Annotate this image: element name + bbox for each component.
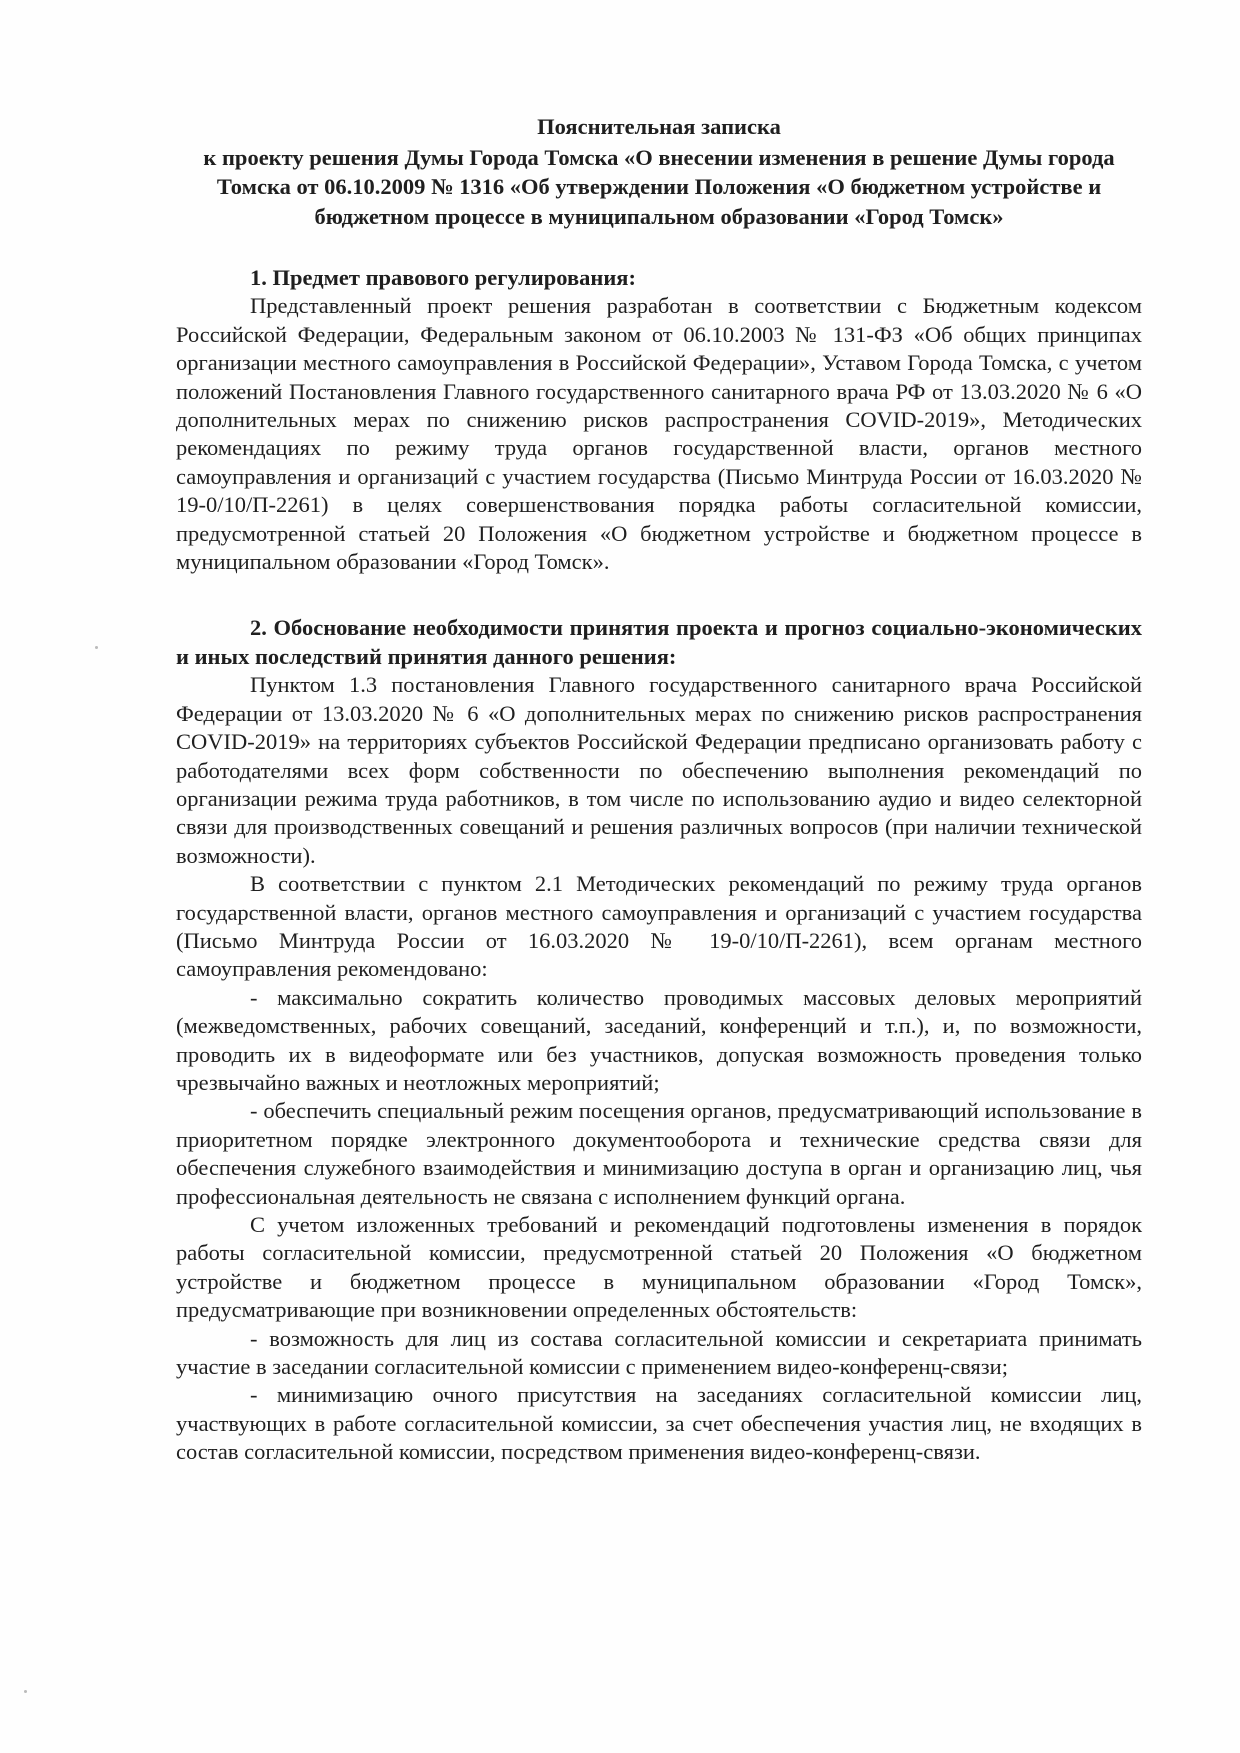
paragraph: В соответствии с пунктом 2.1 Методических рекомендаций по режиму труда органов государственной власти, органов местного самоуправления и организаций с участием государства (Письмо Минтруда России от 16.03.2020 № 19-0/10/П-2261), всем органам местного самоуправления рекомендовано: bbox=[176, 871, 1142, 982]
list-item: - возможность для лиц из состава согласительной комиссии и секретариата принимать участие в заседании согласительной комиссии с применением видео-конференц-связи; bbox=[176, 1325, 1142, 1380]
document-subtitle: к проекту решения Думы Города Томска «О внесении изменения в решение Думы города Томска от 06.10.2009 № 1316 «Об утверждении Положения «О бюджетном устройстве и бюджетном процессе в муниципальном образовании «Город Томск» bbox=[203, 144, 1115, 229]
section-justification bbox=[176, 614, 1142, 1466]
section-heading: 2. Обоснование необходимости принятия проекта и прогноз социально-экономических и иных последствий принятия данного решения: bbox=[176, 615, 1142, 669]
list-item: - максимально сократить количество проводимых массовых деловых мероприятий (межведомственных, рабочих совещаний, заседаний, конференций и т.п.), и, по возможности, проводить их в видеоформате или без участников, допуская возможность проведения только чрезвычайно важных и неотложных мероприятий; bbox=[176, 984, 1142, 1095]
paragraph: С учетом изложенных требований и рекомендаций подготовлены изменения в порядок работы согласительной комиссии, предусмотренной статьей 20 Положения «О бюджетном устройстве и бюджетном процессе в муниципальном образовании «Город Томск», предусматривающие при возникновении определенных обстоятельств: bbox=[176, 1212, 1142, 1323]
list-item: - обеспечить специальный режим посещения органов, предусматривающий использование в приоритетном порядке электронного документооборота и технические средства связи для обеспечения служебного взаимодействия и минимизацию доступа в орган и организацию лиц, чья профессиональная деятельность не связана с исполнением функций органа. bbox=[176, 1098, 1142, 1209]
section-heading: 1. Предмет правового регулирования: bbox=[250, 265, 636, 290]
paragraph: Пунктом 1.3 постановления Главного государственного санитарного врача Российской Федерации от 13.03.2020 № 6 «О дополнительных мерах по снижению рисков распространения COVID-2019» на территориях субъектов Российской Федерации предписано организовать работу с работодателями всех форм собственности по обеспечению выполнения рекомендаций по организации режима труда работников, в том числе по использованию аудио и видео селекторной связи для производственных совещаний и решения различных вопросов (при наличии технической возможности). bbox=[176, 672, 1142, 868]
scan-speck bbox=[24, 1690, 27, 1693]
paragraph: Представленный проект решения разработан в соответствии с Бюджетным кодексом Российской Федерации, Федеральным законом от 06.10.2003 № 131-ФЗ «Об общих принципах организации местного самоуправления в Российской Федерации», Уставом Города Томска, с учетом положений Постановления Главного государственного санитарного врача РФ от 13.03.2020 № 6 «О дополнительных мерах по снижению рисков распространения COVID-2019», Методических рекомендациях по режиму труда органов государственной власти, органов местного самоуправления и организаций с участием государства (Письмо Минтруда России от 16.03.2020 № 19-0/10/П-2261) в целях совершенствования порядка работы согласительной комиссии, предусмотренной статьей 20 Положения «О бюджетном устройстве и бюджетном процессе в муниципальном образовании «Город Томск». bbox=[176, 293, 1142, 575]
document-body bbox=[176, 112, 1142, 1467]
scan-speck bbox=[95, 646, 98, 649]
list-item: - минимизацию очного присутствия на заседаниях согласительной комиссии лиц, участвующих в работе согласительной комиссии, за счет обеспечения участия лиц, не входящих в состав согласительной комиссии, посредством применения видео-конференц-связи. bbox=[176, 1382, 1142, 1465]
document-title: Пояснительная записка bbox=[537, 114, 781, 139]
section-subject-of-regulation bbox=[176, 264, 1142, 576]
